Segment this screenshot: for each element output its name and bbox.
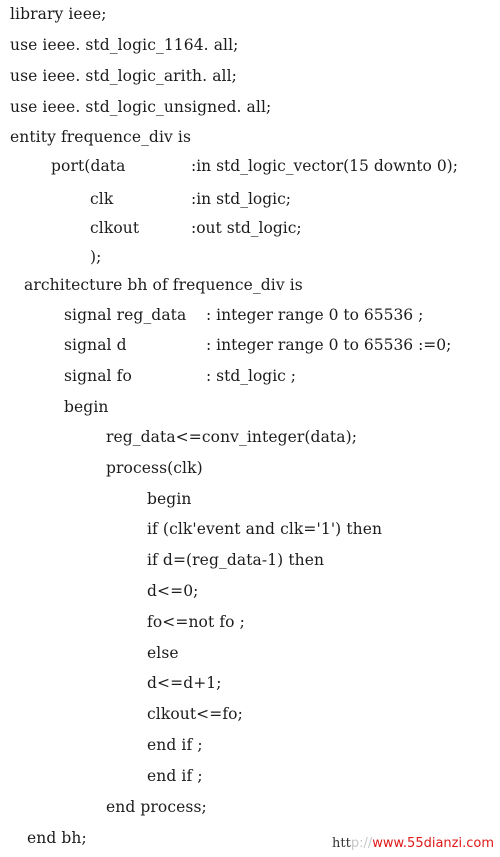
signal-name: signal fo (64, 367, 132, 385)
code-line: clkout<=fo; (147, 705, 243, 723)
code-line: use ieee. std_logic_unsigned. all; (10, 98, 272, 116)
port-name: clk (90, 190, 114, 208)
code-line: process(clk) (106, 459, 203, 477)
port-type: :in std_logic; (191, 190, 292, 208)
code-line: entity frequence_div is (10, 128, 192, 146)
code-line: begin (147, 490, 192, 508)
port-type: :out std_logic; (191, 219, 302, 237)
code-line: end if ; (147, 767, 203, 785)
watermark-site: www.55dianzi.com (372, 836, 494, 851)
code-line: if (clk'event and clk='1') then (147, 520, 383, 538)
signal-type: : integer range 0 to 65536 ; (206, 306, 424, 324)
code-line: end bh; (27, 829, 87, 847)
code-line: if d=(reg_data-1) then (147, 551, 325, 569)
code-line: begin (64, 398, 109, 416)
signal-type: : std_logic ; (206, 367, 297, 385)
code-line: d<=d+1; (147, 674, 222, 692)
signal-name: signal d (64, 336, 127, 354)
port-declaration: port(data (51, 157, 126, 175)
code-line: else (147, 644, 179, 662)
signal-type: : integer range 0 to 65536 :=0; (206, 336, 452, 354)
signal-name: signal reg_data (64, 306, 187, 324)
code-line: use ieee. std_logic_arith. all; (10, 67, 237, 85)
code-line: reg_data<=conv_integer(data); (106, 428, 358, 446)
code-line: library ieee; (10, 5, 107, 23)
code-line: end if ; (147, 736, 203, 754)
port-name: clkout (90, 219, 140, 237)
code-line: fo<=not fo ; (147, 613, 245, 631)
code-line: d<=0; (147, 582, 199, 600)
code-line: ); (90, 248, 102, 266)
watermark-prefix: htt (331, 836, 351, 851)
watermark-middle: p:// (350, 836, 373, 851)
code-line: end process; (106, 798, 207, 816)
code-line: architecture bh of frequence_div is (24, 276, 303, 294)
port-type: :in std_logic_vector(15 downto 0); (191, 157, 458, 175)
code-line: use ieee. std_logic_1164. all; (10, 36, 239, 54)
site-watermark (332, 836, 494, 851)
